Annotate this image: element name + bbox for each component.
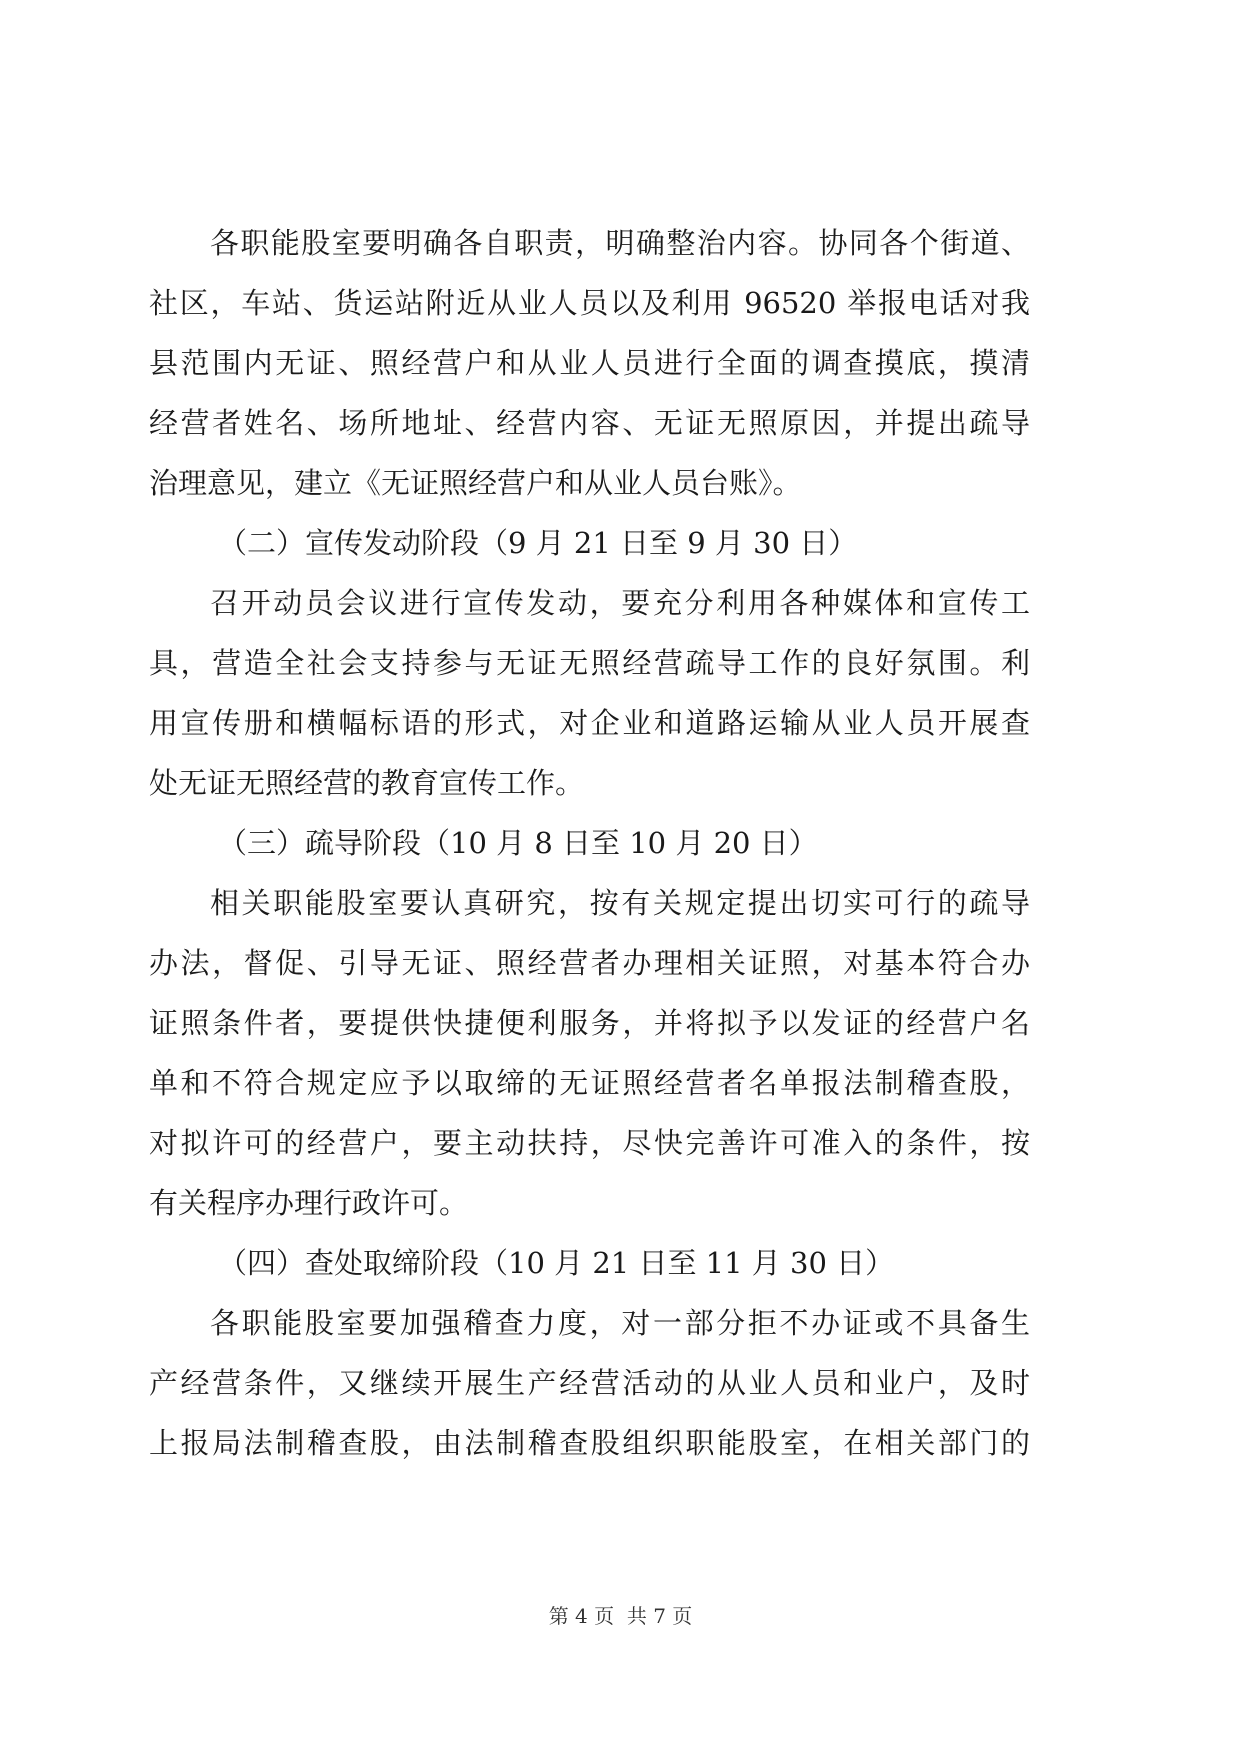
text-line: 召开动员会议进行宣传发动，要充分利用各种媒体和宣传工: [210, 586, 1030, 620]
text-line: 用宣传册和横幅标语的形式，对企业和道路运输从业人员开展查: [149, 706, 1030, 740]
text-line: 处无证无照经营的教育宣传工作。: [149, 766, 585, 800]
text-line: 对拟许可的经营户，要主动扶持，尽快完善许可准入的条件，按: [149, 1126, 1030, 1160]
text-line: 相关职能股室要认真研究，按有关规定提出切实可行的疏导: [210, 886, 1030, 920]
text-line: 社区，车站、货运站附近从业人员以及利用 96520 举报电话对我: [149, 286, 1030, 320]
text-line: 上报局法制稽查股，由法制稽查股组织职能股室，在相关部门的: [149, 1426, 1030, 1460]
text-line: （三）疏导阶段（10 月 8 日至 10 月 20 日）: [218, 826, 818, 860]
page-number: 第 4 页 共 7 页: [548, 1604, 693, 1628]
text-line: 产经营条件，又继续开展生产经营活动的从业人员和业户，及时: [149, 1366, 1030, 1400]
text-line: 证照条件者，要提供快捷便利服务，并将拟予以发证的经营户名: [149, 1006, 1030, 1040]
text-line: （四）查处取缔阶段（10 月 21 日至 11 月 30 日）: [218, 1246, 895, 1280]
text-line: 各职能股室要明确各自职责，明确整治内容。协同各个街道、: [210, 226, 1030, 260]
text-line: 治理意见，建立《无证照经营户和从业人员台账》。: [149, 466, 802, 500]
text-line: 办法，督促、引导无证、照经营者办理相关证照，对基本符合办: [149, 946, 1030, 980]
text-line: 各职能股室要加强稽查力度，对一部分拒不办证或不具备生: [210, 1306, 1030, 1340]
text-line: 有关程序办理行政许可。: [149, 1186, 469, 1220]
text-line: 具，营造全社会支持参与无证无照经营疏导工作的良好氛围。利: [149, 646, 1030, 680]
text-line: 县范围内无证、照经营户和从业人员进行全面的调查摸底，摸清: [149, 346, 1030, 380]
text-line: 单和不符合规定应予以取缔的无证照经营者名单报法制稽查股，: [149, 1066, 1030, 1100]
text-line: （二）宣传发动阶段（9 月 21 日至 9 月 30 日）: [218, 526, 858, 560]
text-line: 经营者姓名、场所地址、经营内容、无证无照原因，并提出疏导: [149, 406, 1030, 440]
